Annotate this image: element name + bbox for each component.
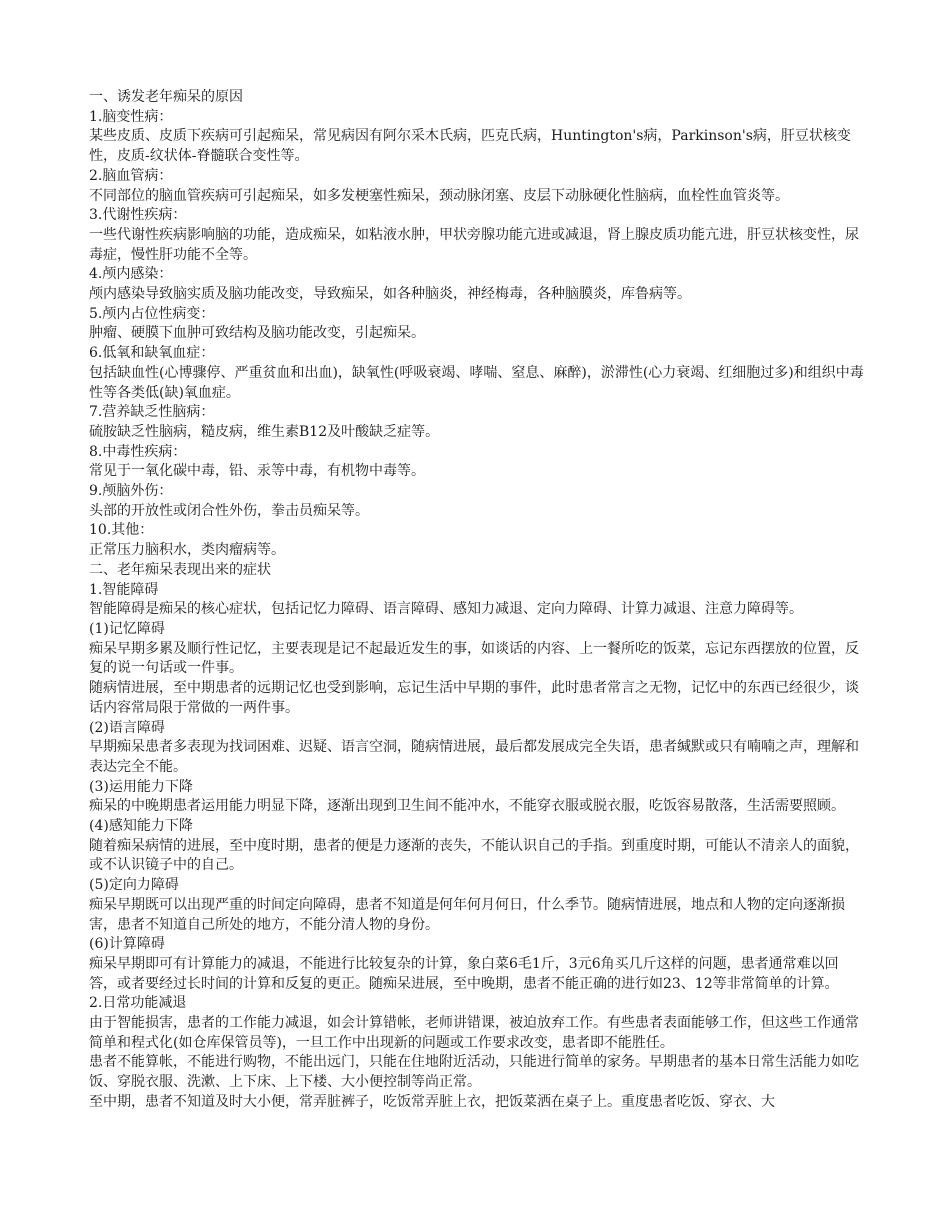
subitem-heading: (2)语言障碍 bbox=[89, 719, 165, 736]
subitem-heading: (5)定向力障碍 bbox=[89, 877, 179, 894]
item-heading: 6.低氧和缺氧血症： bbox=[89, 345, 215, 362]
paragraph: 包括缺血性(心博骤停、严重贫血和出血)，缺氧性(呼吸衰竭、哮喘、窒息、麻醉)，淤滞性(心力衰竭、红细胞过多)和组织中毒性等各类低(缺)氧血症。 bbox=[89, 364, 864, 401]
document-body bbox=[89, 88, 864, 1113]
subitem-heading: (3)运用能力下降 bbox=[89, 778, 193, 795]
item-heading: 2.脑血管病： bbox=[89, 167, 173, 184]
section-heading-causes: 一、诱发老年痴呆的原因 bbox=[89, 89, 243, 105]
paragraph: 头部的开放性或闭合性外伤，拳击员痴呆等。 bbox=[89, 502, 369, 519]
paragraph: 常见于一氧化碳中毒，铅、汞等中毒，有机物中毒等。 bbox=[89, 463, 425, 480]
paragraph: 一些代谢性疾病影响脑的功能，造成痴呆，如粘液水肿，甲状旁腺功能亢进或减退，肾上腺皮质功能亢进，肝豆状核变性，尿毒症，慢性肝功能不全等。 bbox=[89, 226, 859, 263]
paragraph: 早期痴呆患者多表现为找词困难、迟疑、语言空洞，随病情进展，最后都发展成完全失语，患者缄默或只有喃喃之声，理解和表达完全不能。 bbox=[89, 739, 859, 775]
paragraph: 由于智能损害，患者的工作能力减退，如会计算错帐，老师讲错课，被迫放弃工作。有些患者表面能够工作，但这些工作通常简单和程式化(如仓库保管员等)，一旦工作中出现新的问题或工作要求改变，患者即不能胜任。 bbox=[89, 1015, 859, 1051]
paragraph: 至中期，患者不知道及时大小便，常弄脏裤子，吃饭常弄脏上衣，把饭菜洒在桌子上。重度患者吃饭、穿衣、大 bbox=[89, 1093, 775, 1110]
paragraph: 痴呆早期即可有计算能力的减退，不能进行比较复杂的计算，象白菜6毛1斤，3元6角买几斤这样的问题，患者通常难以回答，或者要经过长时间的计算和反复的更正。随痴呆进展，至中晚期，患者不能正确的进行如23、12等非常简单的计算。 bbox=[89, 955, 839, 992]
paragraph: 硫胺缺乏性脑病，糙皮病，维生素B12及叶酸缺乏症等。 bbox=[89, 423, 440, 440]
item-heading: 5.颅内占位性病变： bbox=[89, 305, 215, 322]
item-heading: 2.日常功能减退 bbox=[89, 995, 187, 1012]
paragraph: 痴呆的中晚期患者运用能力明显下降，逐渐出现到卫生间不能冲水，不能穿衣服或脱衣服，吃饭容易散落，生活需要照顾。 bbox=[89, 798, 845, 815]
paragraph: 不同部位的脑血管疾病可引起痴呆，如多发梗塞性痴呆，颈动脉闭塞、皮层下动脉硬化性脑病，血栓性血管炎等。 bbox=[89, 187, 789, 204]
paragraph: 随病情进展，至中期患者的远期记忆也受到影响，忘记生活中早期的事件，此时患者常言之无物，记忆中的东西已经很少，谈话内容常局限于常做的一两件事。 bbox=[89, 680, 859, 716]
item-heading: 7.营养缺乏性脑病： bbox=[89, 404, 215, 421]
paragraph: 某些皮质、皮质下疾病可引起痴呆，常见病因有阿尔采木氏病，匹克氏病，Huntington's病，Parkinson's病，肝豆状核变性，皮质-纹状体-脊髓联合变性等。 bbox=[89, 128, 851, 165]
item-heading: 8.中毒性疾病： bbox=[89, 443, 187, 460]
paragraph: 患者不能算帐，不能进行购物，不能出远门，只能在住地附近活动，只能进行简单的家务。早期患者的基本日常生活能力如吃饭、穿脱衣服、洗漱、上下床、上下楼、大小便控制等尚正常。 bbox=[89, 1054, 859, 1091]
subitem-heading: (6)计算障碍 bbox=[89, 936, 165, 953]
item-heading: 1.脑变性病： bbox=[89, 108, 173, 125]
paragraph: 正常压力脑积水，类肉瘤病等。 bbox=[89, 542, 285, 559]
subitem-heading: (4)感知能力下降 bbox=[89, 818, 193, 835]
paragraph: 颅内感染导致脑实质及脑功能改变，导致痴呆，如各种脑炎，神经梅毒，各种脑膜炎，库鲁病等。 bbox=[89, 286, 691, 303]
item-heading: 4.颅内感染： bbox=[89, 266, 173, 283]
item-heading: 10.其他： bbox=[89, 522, 154, 539]
subitem-heading: (1)记忆障碍 bbox=[89, 620, 165, 637]
paragraph: 痴呆早期多累及顺行性记忆，主要表现是记不起最近发生的事，如谈话的内容、上一餐所吃的饭菜，忘记东西摆放的位置，反复的说一句话或一件事。 bbox=[89, 640, 859, 677]
item-heading: 9.颅脑外伤： bbox=[89, 483, 173, 500]
paragraph: 智能障碍是痴呆的核心症状，包括记忆力障碍、语言障碍、感知力减退、定向力障碍、计算力减退、注意力障碍等。 bbox=[89, 601, 803, 618]
item-heading: 3.代谢性疾病： bbox=[89, 207, 187, 224]
section-heading-symptoms: 二、老年痴呆表现出来的症状 bbox=[89, 561, 271, 578]
paragraph: 痴呆早期既可以出现严重的时间定向障碍，患者不知道是何年何月何日，什么季节。随病情进展，地点和人物的定向逐渐损害，患者不知道自己所处的地方，不能分清人物的身份。 bbox=[89, 896, 845, 933]
paragraph: 肿瘤、硬膜下血肿可致结构及脑功能改变，引起痴呆。 bbox=[89, 325, 425, 342]
paragraph: 随着痴呆病情的进展，至中度时期，患者的便是力逐渐的丧失，不能认识自己的手指。到重度时期，可能认不清亲人的面貌，或不认识镜子中的自己。 bbox=[89, 837, 859, 874]
item-heading: 1.智能障碍 bbox=[89, 581, 159, 598]
